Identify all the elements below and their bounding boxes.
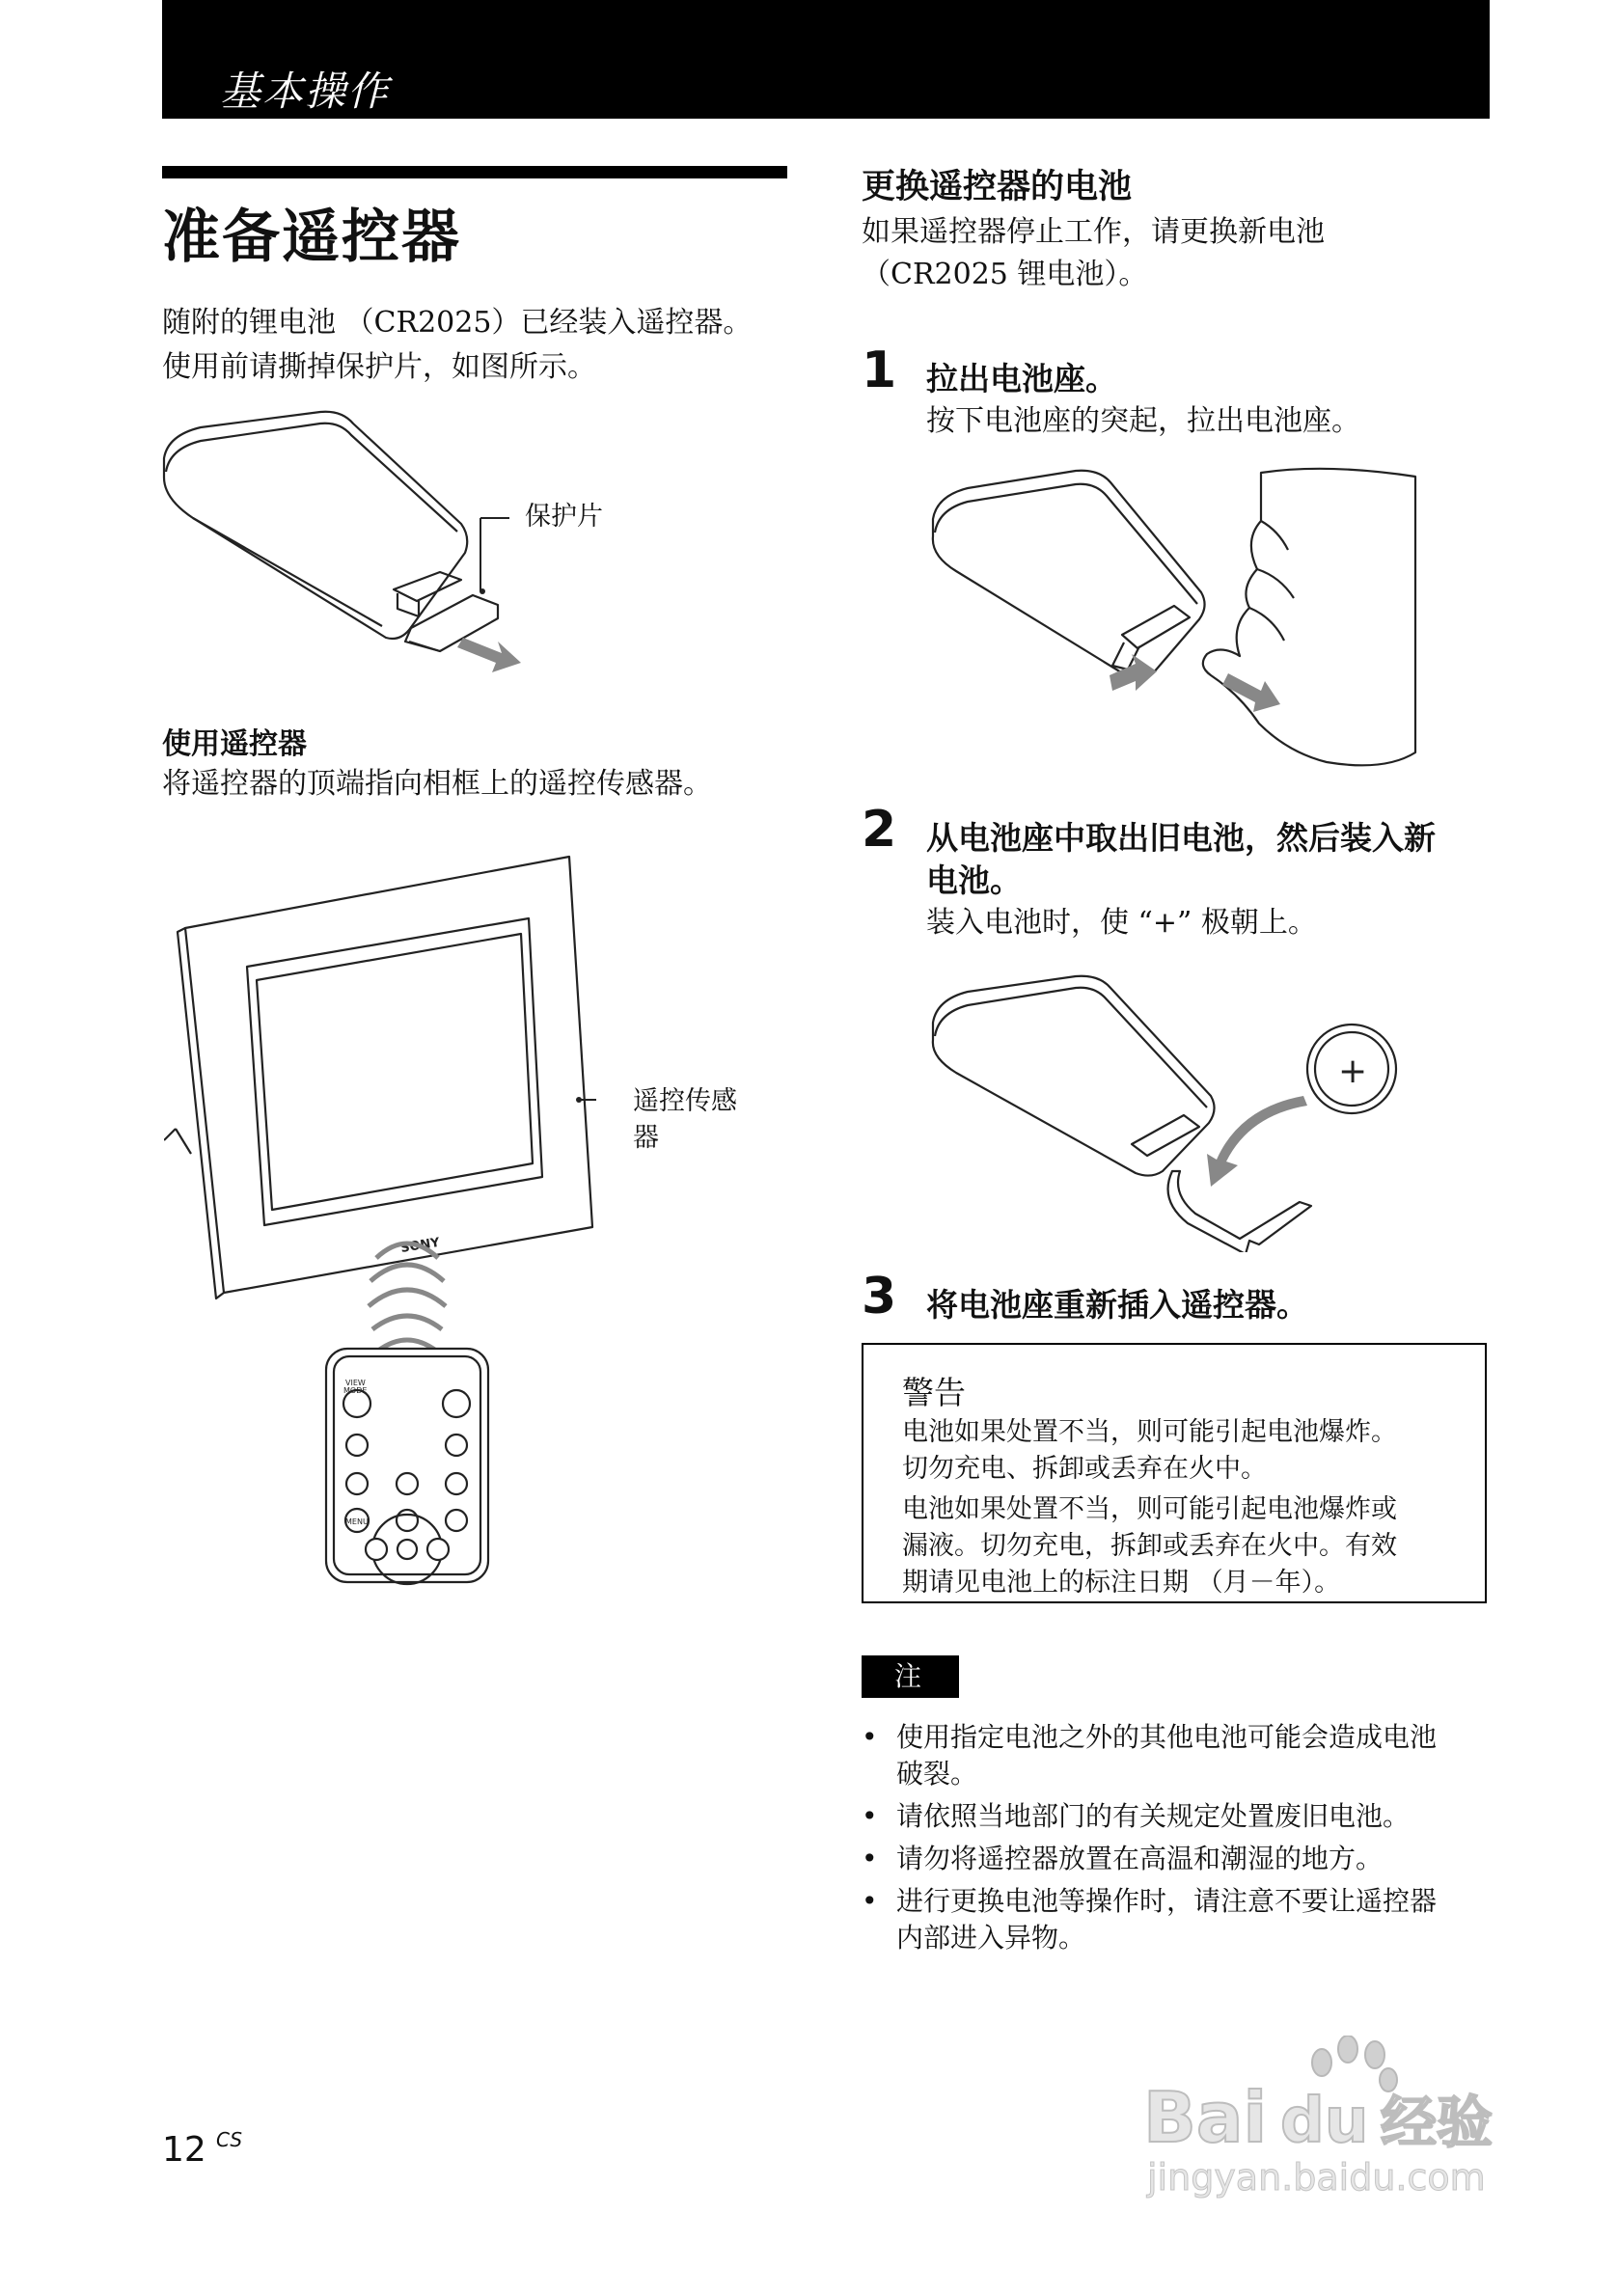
warning-line-3: 电池如果处置不当，则可能引起电池爆炸或 (902, 1494, 1397, 1524)
use-remote-heading: 使用遥控器 (162, 727, 307, 761)
warning-title: 警告 (902, 1374, 966, 1411)
baidu-jingyan-watermark (1143, 2036, 1529, 2200)
page-suffix: CS (216, 2128, 243, 2151)
watermark-brand-2: du (1280, 2086, 1369, 2157)
remote-protective-sheet-figure (154, 410, 560, 690)
step-2-body: 装入电池时，使 “+” 极朝上。 (926, 906, 1317, 940)
step-1-title: 拉出电池座。 (926, 360, 1117, 397)
watermark-brand: Bai (1143, 2077, 1268, 2158)
step-3-number: 3 (862, 1268, 897, 1326)
note-bullet-4-line-1: 进行更换电池等操作时，请注意不要让遥控器 (896, 1885, 1438, 1917)
warning-line-1: 电池如果处置不当，则可能引起电池爆炸。 (902, 1417, 1397, 1447)
battery-plus-symbol: + (1338, 1052, 1368, 1091)
step-2-number: 2 (862, 801, 897, 859)
battery-intro-2: （CR2025 锂电池）。 (862, 258, 1148, 291)
page-title: 准备遥控器 (162, 204, 461, 271)
protective-sheet-label: 保护片 (525, 502, 603, 532)
section-title: 基本操作 (220, 68, 391, 115)
step-2-title-1: 从电池座中取出旧电池，然后装入新 (926, 819, 1436, 857)
note-bullet-1-line-1: 使用指定电池之外的其他电池可能会造成电池 (896, 1721, 1438, 1753)
note-bullet-2-line-1: 请依照当地部门的有关规定处置废旧电池。 (896, 1800, 1411, 1832)
note-bullet-1-line-2: 破裂。 (896, 1758, 978, 1790)
svg-text:VIEW: VIEW (345, 1379, 366, 1387)
title-rule (162, 166, 787, 178)
battery-heading: 更换遥控器的电池 (862, 168, 1133, 206)
intro-line-1: 随附的锂电池 （CR2025）已经装入遥控器。 (162, 306, 753, 340)
note-tag: 注 (862, 1655, 959, 1698)
battery-intro-1: 如果遥控器停止工作，请更换新电池 (862, 215, 1325, 249)
pull-out-holder-figure (921, 463, 1423, 772)
frame-brand-logo: SONY (399, 1235, 441, 1256)
note-bullet-3-line-1: 请勿将遥控器放置在高温和潮湿的地方。 (896, 1843, 1384, 1874)
sensor-label-line-1: 遥控传感 (633, 1086, 737, 1116)
warning-line-4: 漏液。切勿充电，拆卸或丢弃在火中。有效 (902, 1531, 1397, 1561)
svg-text:MODE: MODE (343, 1386, 368, 1395)
note-bullet-4-line-2: 内部进入异物。 (896, 1922, 1086, 1954)
use-remote-text: 将遥控器的顶端指向相框上的遥控传感器。 (162, 767, 712, 801)
step-3-title: 将电池座重新插入遥控器。 (926, 1286, 1308, 1324)
warning-line-2: 切勿充电、拆卸或丢弃在火中。 (902, 1454, 1267, 1484)
step-1-body: 按下电池座的突起，拉出电池座。 (926, 404, 1360, 438)
watermark-cn: 经验 (1381, 2090, 1494, 2155)
replace-battery-figure (921, 972, 1423, 1252)
menu-key-label: MENU (345, 1517, 369, 1526)
page-number: 12 (162, 2130, 206, 2170)
step-2-title-2: 电池。 (926, 861, 1022, 899)
warning-line-5: 期请见电池上的标注日期 （月－年）。 (902, 1568, 1341, 1598)
watermark-url: jingyan.baidu.com (1147, 2156, 1486, 2199)
sensor-label-line-2: 器 (633, 1123, 659, 1153)
step-1-number: 1 (862, 342, 897, 399)
intro-line-2: 使用前请撕掉保护片，如图所示。 (162, 350, 596, 384)
frame-and-remote-figure (164, 839, 685, 1592)
